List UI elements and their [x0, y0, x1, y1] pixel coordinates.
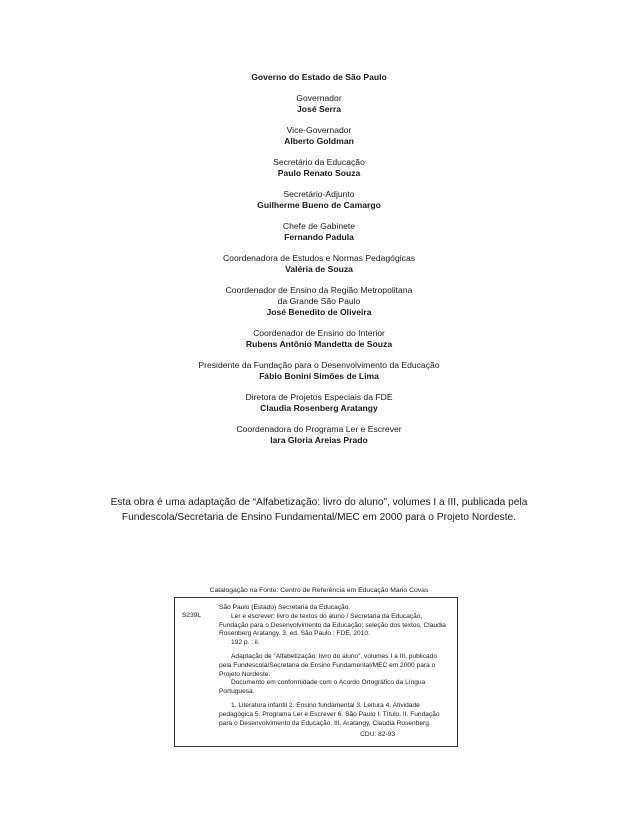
credit-pedagogical-coordinator [0, 253, 638, 275]
credit-program-coordinator [0, 424, 638, 446]
credit-role: Governador [296, 93, 342, 103]
catalog-entry-description: Ler e escrever: livro de textos do aluno / Secretaria da Educação, Fundação para o Desenvolvimento da Educação; seleção dos textos, Claudia Rosenberg Aratangy. 3. ed. São Paulo : FDE, 2010. [219, 612, 446, 638]
catalog-entry-pages: 192 p. : il. [231, 639, 260, 647]
credit-name: Claudia Rosenberg Aratangy [260, 403, 378, 413]
credit-role: Coordenadora de Estudos e Normas Pedagógicas [222, 253, 416, 263]
credit-deputy-secretary [0, 189, 638, 211]
credit-role: Chefe de Gabinete [282, 221, 356, 231]
catalog-author [219, 604, 451, 648]
credit-role: Vice-Governador [286, 125, 352, 135]
catalog-cdu: CDU: 82-93 [360, 731, 395, 738]
credit-role: Coordenador de Ensino do Interior [253, 328, 385, 338]
credit-metropolitan-coordinator [0, 285, 638, 318]
credits-section [0, 72, 638, 456]
credit-secretary [0, 157, 638, 179]
credit-name: Iara Gloria Areias Prado [270, 435, 368, 445]
credit-governor [0, 93, 638, 115]
catalog-call-number: S239L [182, 612, 202, 619]
government-heading: Governo do Estado de São Paulo [251, 72, 387, 82]
catalog-entry-heading: São Paulo (Estado) Secretaria da Educação. [219, 604, 351, 611]
credit-name: Alberto Goldman [284, 136, 354, 146]
credit-name: Guilherme Bueno de Camargo [257, 200, 381, 210]
credit-name: Paulo Renato Souza [277, 168, 361, 178]
adaptation-note [110, 495, 528, 525]
catalog-subjects: 1. Literatura infantil 2. Ensino fundamental 3. Leitura 4. Atividade pedagógica 5. Programa Ler e Escrever 6. São Paulo I. Título. II. Fundação para o Desenvolvimento da Educação. III. Aratangy, Claudia Rosenberg. [219, 701, 440, 727]
credit-role: Secretário-Adjunto [283, 189, 355, 199]
catalog-title: Catalogação na Fonte: Centro de Referência em Educação Mario Covas [209, 587, 429, 594]
catalog-orthography: Documento em conformidade com o Acordo Ortográfico da Língua Portuguesa. [219, 679, 426, 696]
credit-interior-coordinator [0, 328, 638, 350]
credit-special-projects-director [0, 392, 638, 414]
catalog-card [174, 597, 458, 747]
credit-name: Fábio Bonini Simões de Lima [259, 371, 379, 381]
credit-name: Fernando Padula [284, 232, 354, 242]
credit-role: Presidente da Fundação para o Desenvolvimento da Educação [198, 360, 440, 370]
credit-name: José Serra [297, 104, 341, 114]
credit-role-continued: da Grande São Paulo [277, 296, 361, 306]
credit-role: Secretário da Educação [273, 157, 365, 167]
credit-name: Valéria de Souza [285, 264, 353, 274]
adaptation-note-line: Fundescola/Secretaria de Ensino Fundamental/MEC em 2000 para o Projeto Nordeste. [121, 512, 517, 523]
credit-role: Coordenador de Ensino da Região Metropolitana [225, 285, 413, 295]
credit-chief-of-staff [0, 221, 638, 243]
credit-name: José Benedito de Oliveira [266, 307, 372, 317]
credit-role: Coordenadora do Programa Ler e Escrever [236, 424, 402, 434]
credit-fde-president [0, 360, 638, 382]
credit-name: Rubens Antônio Mandetta de Souza [245, 339, 393, 349]
credit-role: Diretora de Projetos Especiais da FDE [245, 392, 393, 402]
catalog-body [219, 604, 451, 733]
catalog-adaptation: Adaptação de “Alfabetização: livro do aluno”, volumes I a III, publicado pela Fundescola/Secretaria de Ensino Fundamental/MEC em 2000 para o Projeto Nordeste. [219, 652, 437, 678]
credit-vice-governor [0, 125, 638, 147]
adaptation-note-line: Esta obra é uma adaptação de “Alfabetização: livro do aluno”, volumes I a III, publicada pela [110, 497, 528, 508]
